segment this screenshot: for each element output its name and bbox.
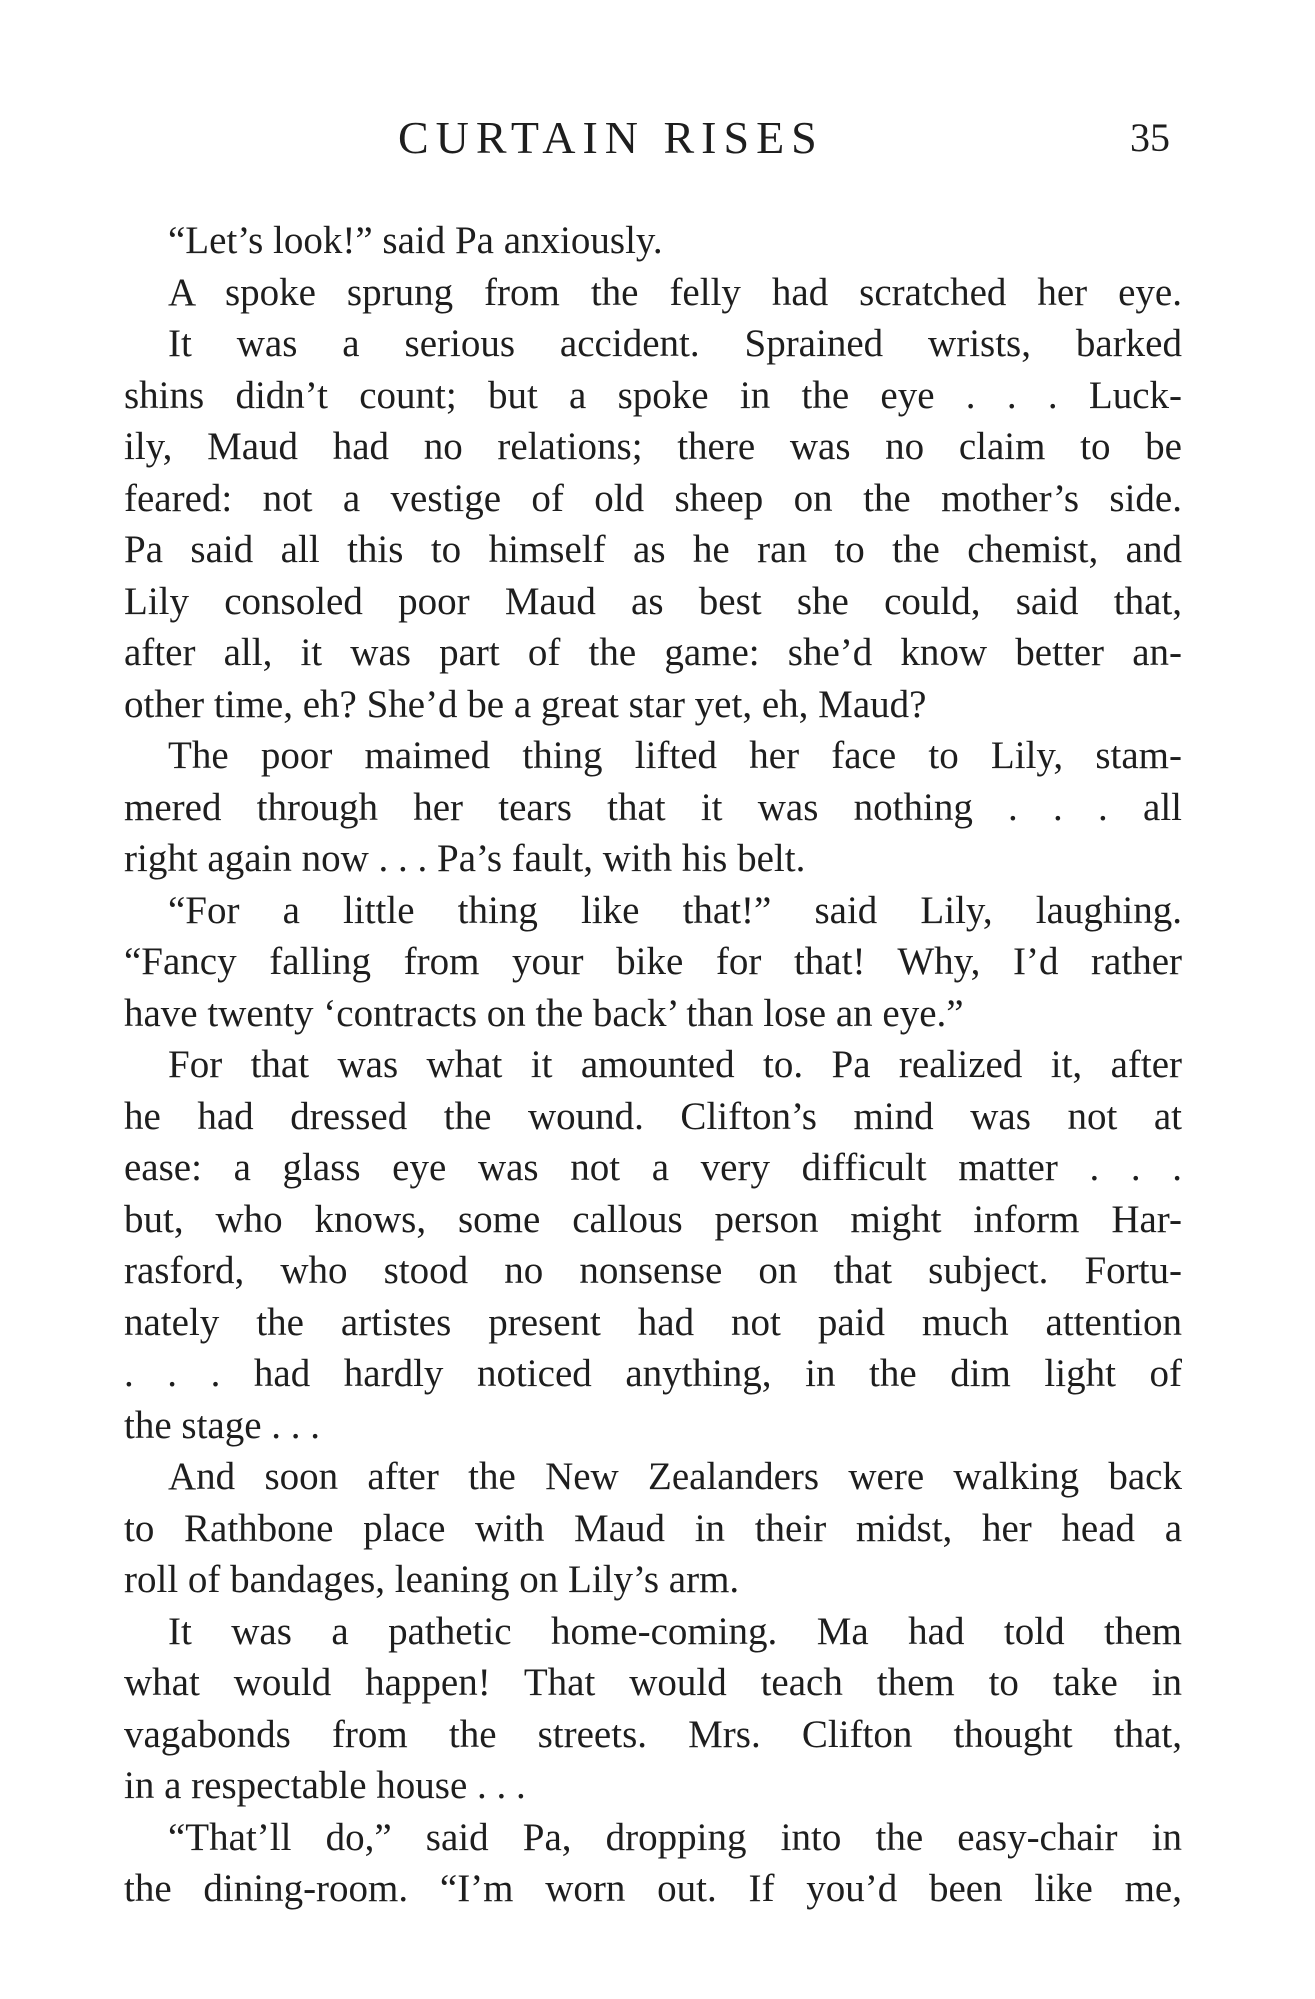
text-line: “That’ll do,” said Pa, dropping into the easy-chair in bbox=[168, 1815, 1182, 1859]
text-line: what would happen! That would teach them to take in bbox=[124, 1661, 1182, 1704]
text-line: rasford, who stood no nonsense on that subject. Fortu- bbox=[124, 1249, 1182, 1292]
text-line: “For a little thing like that!” said Lily, laughing. bbox=[168, 888, 1182, 932]
text-line: “Let’s look!” said Pa anxiously. bbox=[168, 219, 663, 262]
running-title: CURTAIN RISES bbox=[398, 112, 824, 163]
text-line: A spoke sprung from the felly had scratched her eye. bbox=[168, 270, 1182, 314]
text-line: Lily consoled poor Maud as best she could, said that, bbox=[124, 579, 1182, 623]
text-line: but, who knows, some callous person might inform Har- bbox=[124, 1197, 1182, 1241]
text-line: other time, eh? She’d be a great star yet, eh, Maud? bbox=[124, 682, 927, 726]
text-line: For that was what it amounted to. Pa realized it, after bbox=[168, 1043, 1182, 1086]
text-line: ease: a glass eye was not a very difficult matter . . . bbox=[124, 1146, 1182, 1189]
text-line: after all, it was part of the game: she’d know better an- bbox=[124, 631, 1182, 674]
text-line: roll of bandages, leaning on Lily’s arm. bbox=[124, 1558, 740, 1601]
text-line: Pa said all this to himself as he ran to the chemist, and bbox=[124, 528, 1182, 571]
text-line: in a respectable house . . . bbox=[124, 1764, 526, 1807]
page-header bbox=[0, 108, 1315, 168]
text-line: It was a pathetic home-coming. Ma had told them bbox=[168, 1609, 1182, 1653]
text-line: the dining-room. “I’m worn out. If you’d been like me, bbox=[124, 1867, 1182, 1910]
text-line: And soon after the New Zealanders were walking back bbox=[168, 1455, 1182, 1498]
text-line: “Fancy falling from your bike for that! Why, I’d rather bbox=[124, 940, 1182, 983]
text-line: . . . had hardly noticed anything, in the dim light of bbox=[124, 1352, 1182, 1395]
text-line: mered through her tears that it was nothing . . . all bbox=[124, 785, 1182, 829]
text-line: feared: not a vestige of old sheep on the mother’s side. bbox=[124, 476, 1182, 520]
text-line: vagabonds from the streets. Mrs. Clifton thought that, bbox=[124, 1712, 1182, 1756]
page-number: 35 bbox=[1130, 115, 1170, 160]
text-line: to Rathbone place with Maud in their midst, her head a bbox=[124, 1506, 1182, 1550]
text-line: The poor maimed thing lifted her face to Lily, stam- bbox=[168, 734, 1182, 777]
text-line: have twenty ‘contracts on the back’ than lose an eye.” bbox=[124, 991, 964, 1035]
text-line: nately the artistes present had not paid much attention bbox=[124, 1300, 1182, 1344]
text-line: It was a serious accident. Sprained wrists, barked bbox=[168, 322, 1182, 365]
body-text bbox=[124, 215, 1182, 1915]
text-line: right again now . . . Pa’s fault, with his belt. bbox=[124, 837, 806, 880]
text-line: shins didn’t count; but a spoke in the eye . . . Luck- bbox=[124, 373, 1182, 417]
text-line: ily, Maud had no relations; there was no claim to be bbox=[124, 425, 1182, 468]
text-line: he had dressed the wound. Clifton’s mind was not at bbox=[124, 1094, 1182, 1138]
text-line: the stage . . . bbox=[124, 1403, 321, 1447]
